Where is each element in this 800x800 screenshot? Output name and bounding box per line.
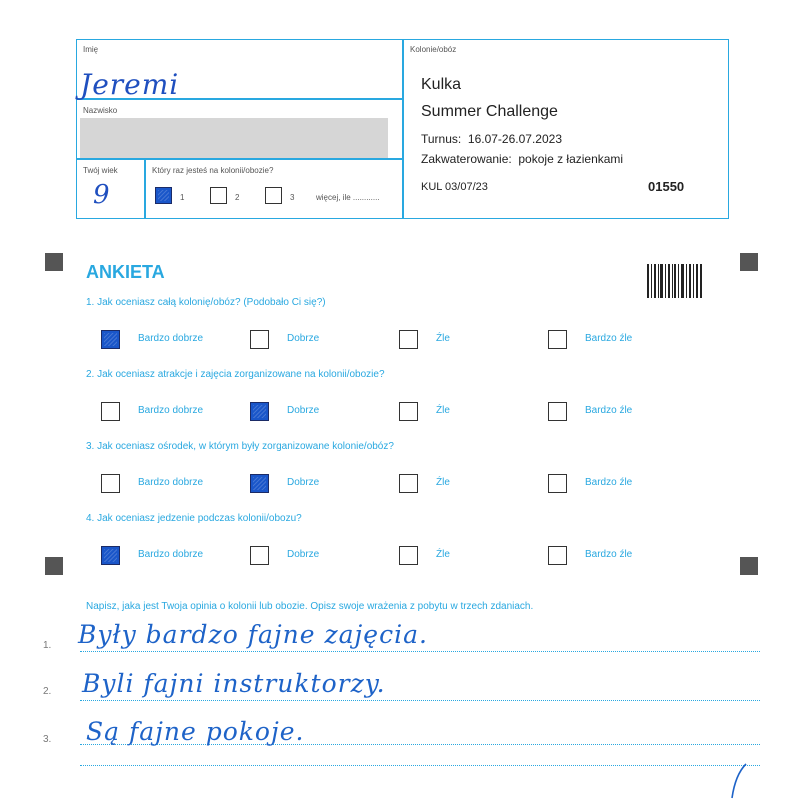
nazwisko-redaction: [80, 118, 388, 158]
wiek-label: Twój wiek: [83, 166, 118, 175]
opinion-line-1-rule: [80, 651, 760, 652]
q1-checkbox-bardzo-zle[interactable]: [548, 330, 567, 349]
opinion-line-1-text: Były bardzo fajne zajęcia.: [78, 620, 428, 649]
opinion-line-2-rule: [80, 700, 760, 701]
q3-checkbox-bardzo-zle[interactable]: [548, 474, 567, 493]
wiek-value: 9: [93, 180, 110, 210]
imie-value: Jeremi: [80, 68, 180, 101]
q3-option-label-bardzo-dobrze: Bardzo dobrze: [138, 477, 204, 488]
q4-option-label-bardzo-zle: Bardzo źle: [585, 549, 633, 560]
camp-name-line1: Kulka: [421, 76, 462, 93]
opinion-line-1-number: 1.: [43, 640, 52, 651]
opinion-line-4-rule: [80, 765, 760, 766]
question-1: 1. Jak oceniasz całą kolonię/obóz? (Podobało Ci się?): [86, 297, 326, 308]
question-3: 3. Jak oceniasz ośrodek, w którym były zorganizowane kolonie/obóz?: [86, 441, 394, 452]
ktory-raz-checkbox-3[interactable]: [265, 187, 282, 204]
kolonie-label: Kolonie/obóz: [410, 45, 457, 54]
q3-checkbox-dobrze[interactable]: [250, 474, 269, 493]
pen-stroke: [726, 762, 750, 800]
imie-label: Imię: [83, 45, 99, 54]
q2-option-label-bardzo-zle: Bardzo źle: [585, 405, 633, 416]
header-line-nazwisko: [76, 158, 403, 160]
form-number: 01550: [648, 179, 685, 194]
q1-option-label-bardzo-dobrze: Bardzo dobrze: [138, 333, 204, 344]
ktory-raz-label: Który raz jesteś na kolonii/obozie?: [152, 166, 274, 175]
q3-option-label-zle: Źle: [436, 477, 450, 488]
ktory-raz-checkbox-2[interactable]: [210, 187, 227, 204]
q4-checkbox-dobrze[interactable]: [250, 546, 269, 565]
survey-title: ANKIETA: [86, 262, 165, 282]
ktory-raz-checkbox-1[interactable]: [155, 187, 172, 204]
opinion-line-2-text: Byli fajni instruktorzy.: [82, 669, 386, 698]
opinion-line-3-text: Są fajne pokoje.: [86, 717, 305, 746]
ktory-raz-more: więcej, ile ............: [316, 193, 380, 202]
q3-checkbox-bardzo-dobrze[interactable]: [101, 474, 120, 493]
q3-checkbox-zle[interactable]: [399, 474, 418, 493]
q2-checkbox-zle[interactable]: [399, 402, 418, 421]
q2-checkbox-bardzo-zle[interactable]: [548, 402, 567, 421]
ktory-raz-option-3: 3: [290, 193, 295, 202]
q2-option-label-bardzo-dobrze: Bardzo dobrze: [138, 405, 204, 416]
q1-option-label-bardzo-zle: Bardzo źle: [585, 333, 633, 344]
camp-code: KUL 03/07/23: [421, 181, 488, 193]
header-line-age: [144, 158, 146, 219]
registration-marker-mid-right: [740, 557, 758, 575]
question-2: 2. Jak oceniasz atrakcje i zajęcia zorganizowane na kolonii/obozie?: [86, 369, 385, 380]
question-4: 4. Jak oceniasz jedzenie podczas kolonii/obozu?: [86, 513, 302, 524]
q1-option-label-dobrze: Dobrze: [287, 333, 320, 344]
ktory-raz-option-1: 1: [180, 193, 185, 202]
q2-option-label-zle: Źle: [436, 405, 450, 416]
opinion-line-2-number: 2.: [43, 686, 52, 697]
q1-checkbox-bardzo-dobrze[interactable]: [101, 330, 120, 349]
q3-option-label-bardzo-zle: Bardzo źle: [585, 477, 633, 488]
turnus: Turnus: 16.07-26.07.2023: [421, 132, 562, 146]
camp-name-line2: Summer Challenge: [421, 103, 558, 120]
opinion-line-3-number: 3.: [43, 734, 52, 745]
nazwisko-label: Nazwisko: [83, 106, 118, 115]
registration-marker-top-right: [740, 253, 758, 271]
registration-marker-top-left: [45, 253, 63, 271]
ktory-raz-option-2: 2: [235, 193, 240, 202]
q2-checkbox-bardzo-dobrze[interactable]: [101, 402, 120, 421]
zakwaterowanie: Zakwaterowanie: pokoje z łazienkami: [421, 152, 624, 166]
q1-option-label-zle: Źle: [436, 333, 450, 344]
q1-checkbox-zle[interactable]: [399, 330, 418, 349]
q4-option-label-bardzo-dobrze: Bardzo dobrze: [138, 549, 204, 560]
opinion-prompt: Napisz, jaka jest Twoja opinia o kolonii lub obozie. Opisz swoje wrażenia z pobytu w trzech zdaniach.: [86, 601, 534, 612]
q2-checkbox-dobrze[interactable]: [250, 402, 269, 421]
barcode: [647, 264, 703, 298]
registration-marker-mid-left: [45, 557, 63, 575]
q3-option-label-dobrze: Dobrze: [287, 477, 320, 488]
q4-checkbox-bardzo-zle[interactable]: [548, 546, 567, 565]
q2-option-label-dobrze: Dobrze: [287, 405, 320, 416]
header-divider: [402, 39, 404, 219]
q1-checkbox-dobrze[interactable]: [250, 330, 269, 349]
q4-option-label-zle: Źle: [436, 549, 450, 560]
q4-option-label-dobrze: Dobrze: [287, 549, 320, 560]
q4-checkbox-zle[interactable]: [399, 546, 418, 565]
q4-checkbox-bardzo-dobrze[interactable]: [101, 546, 120, 565]
